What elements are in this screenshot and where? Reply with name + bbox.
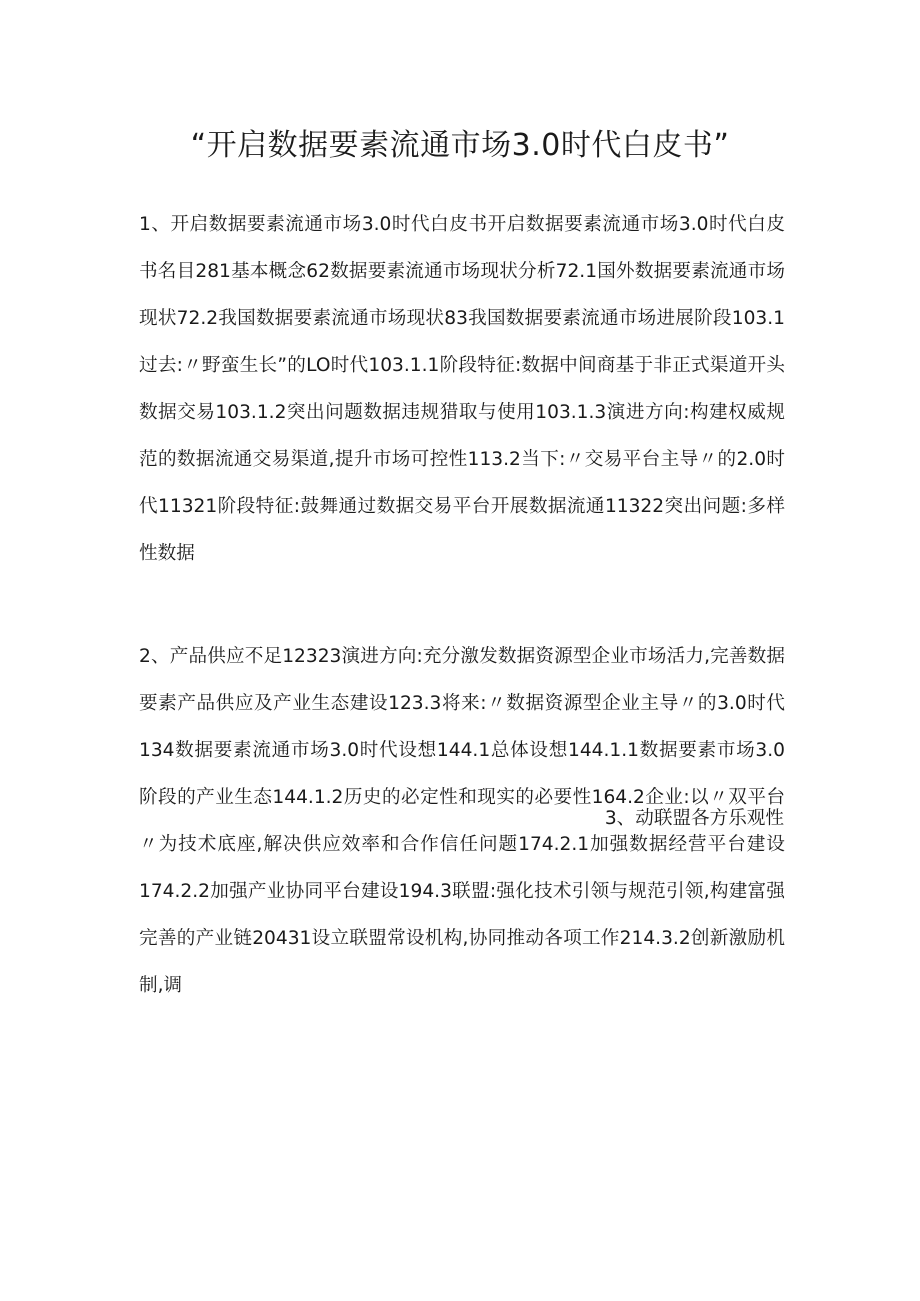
body-paragraph-1: 1、开启数据要素流通市场3.0时代白皮书开启数据要素流通市场3.0时代白皮书名目281基本概念62数据要素流通市场现状分析72.1国外数据要素流通市场现状72.2我国数据要素流通市场现状83我国数据要素流通市场进展阶段103.1过去:〃野蛮生长”的LO时代103.1.1阶段特征:数据中间商基于非正式渠道开头数据交易103.1.2突出问题数据违规猎取与使用103.1.3演进方向:构建权威规范的数据流通交易渠道,提升市场可控性113.2当下:〃交易平台主导〃的2.0时代11321阶段特征:鼓舞通过数据交易平台开展数据流通11322突出问题:多样性数据 xyxy=(139,214,785,564)
section-heading-3: 3、动联盟各方乐观性 xyxy=(604,808,784,829)
body-paragraph-2: 2、产品供应不足12323演进方向:充分激发数据资源型企业市场活力,完善数据要素产品供应及产业生态建设123.3将来:〃数据资源型企业主导〃的3.0时代134数据要素流通市场3.0时代设想144.1总体设想144.1.1数据要素市场3.0阶段的产业生态144.1.2历史的必定性和现实的必要性164.2企业:以〃双平台〃为技术底座,解决供应效率和合作信任问题174.2.1加强数据经营平台建设174.2.2加强产业协同平台建设194.3联盟:强化技术引领与规范引领,构建富强完善的产业链20431设立联盟常设机构,协同推动各项工作214.3.2创新激励机制,调 xyxy=(139,646,785,996)
document-title: “开启数据要素流通市场3.0时代白皮书” xyxy=(190,128,730,163)
